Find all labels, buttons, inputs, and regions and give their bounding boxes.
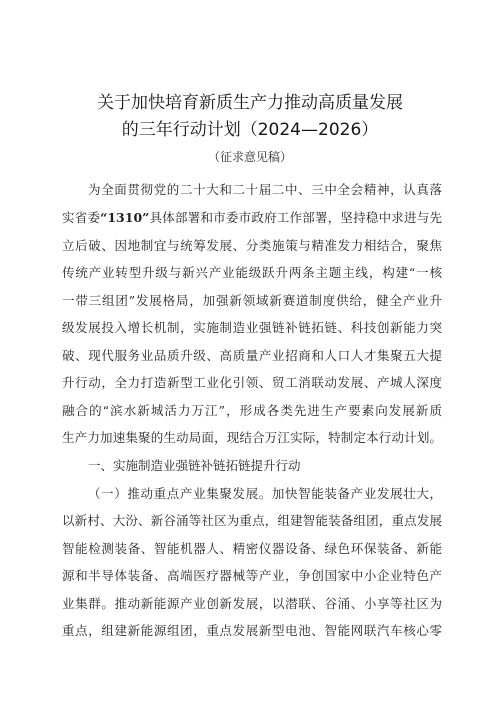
intro-line: 一带三组团”发展格局，加强新领域新赛道制度供给，健全产业升 bbox=[62, 293, 442, 308]
intro-line: 为全面贯彻党的二十大和二十届二中、三中全会精神，认真落 bbox=[88, 182, 442, 197]
section-heading: 一、实施制造业强链补链拓链提升行动 bbox=[88, 458, 301, 473]
intro-line: 传统产业转型升级与新兴产业能级跃升两条主题主线，构建“一核 bbox=[62, 265, 442, 280]
section-item-line: 业集群。推动新能源产业创新发展，以潜联、谷涌、小享等社区为 bbox=[62, 596, 442, 611]
intro-line: 立后破、因地制宜与统筹发展、分类施策与精准发力相结合，聚焦 bbox=[62, 238, 442, 253]
document-title-line-2: 的三年行动计划（2024—2026） bbox=[121, 120, 379, 140]
intro-line: 融合的“滨水新城活力万江”，形成各类先进生产要素向发展新质 bbox=[62, 403, 442, 418]
intro-line bbox=[62, 210, 442, 226]
intro-line: 生产力加速集聚的生动局面，现结合万江实际，特制定本行动计划。 bbox=[62, 430, 442, 445]
section-item-line: （一）推动重点产业集聚发展。加快智能装备产业发展壮大， bbox=[88, 486, 442, 501]
document-subtitle: （征求意见稿） bbox=[207, 150, 292, 164]
intro-line-bold-text: “1310” bbox=[100, 210, 150, 225]
intro-line-text: 具体部署和市委市政府工作部署，坚持稳中求进与先 bbox=[149, 210, 442, 225]
section-item-line: 以新村、大汾、新谷涌等社区为重点，组建智能装备组团，重点发展 bbox=[62, 513, 442, 528]
intro-line: 级发展投入增长机制，实施制造业强链补链拓链、科技创新能力突 bbox=[62, 320, 442, 335]
section-item-line: 重点，组建新能源组团，重点发展新型电池、智能网联汽车核心零 bbox=[62, 623, 442, 638]
intro-line: 破、现代服务业品质升级、高质量产业招商和人口人才集聚五大提 bbox=[62, 348, 442, 363]
section-item-line: 源和半导体装备、高端医疗器械等产业，争创国家中小企业特色产 bbox=[62, 568, 442, 583]
intro-line-text: 实省委 bbox=[62, 210, 101, 225]
section-item-line: 智能检测装备、智能机器人、精密仪器设备、绿色环保装备、新能 bbox=[62, 541, 442, 556]
document-title-line-1: 关于加快培育新质生产力推动高质量发展 bbox=[97, 93, 403, 113]
intro-line: 升行动，全力打造新型工业化引领、贸工消联动发展、产城人深度 bbox=[62, 375, 442, 390]
